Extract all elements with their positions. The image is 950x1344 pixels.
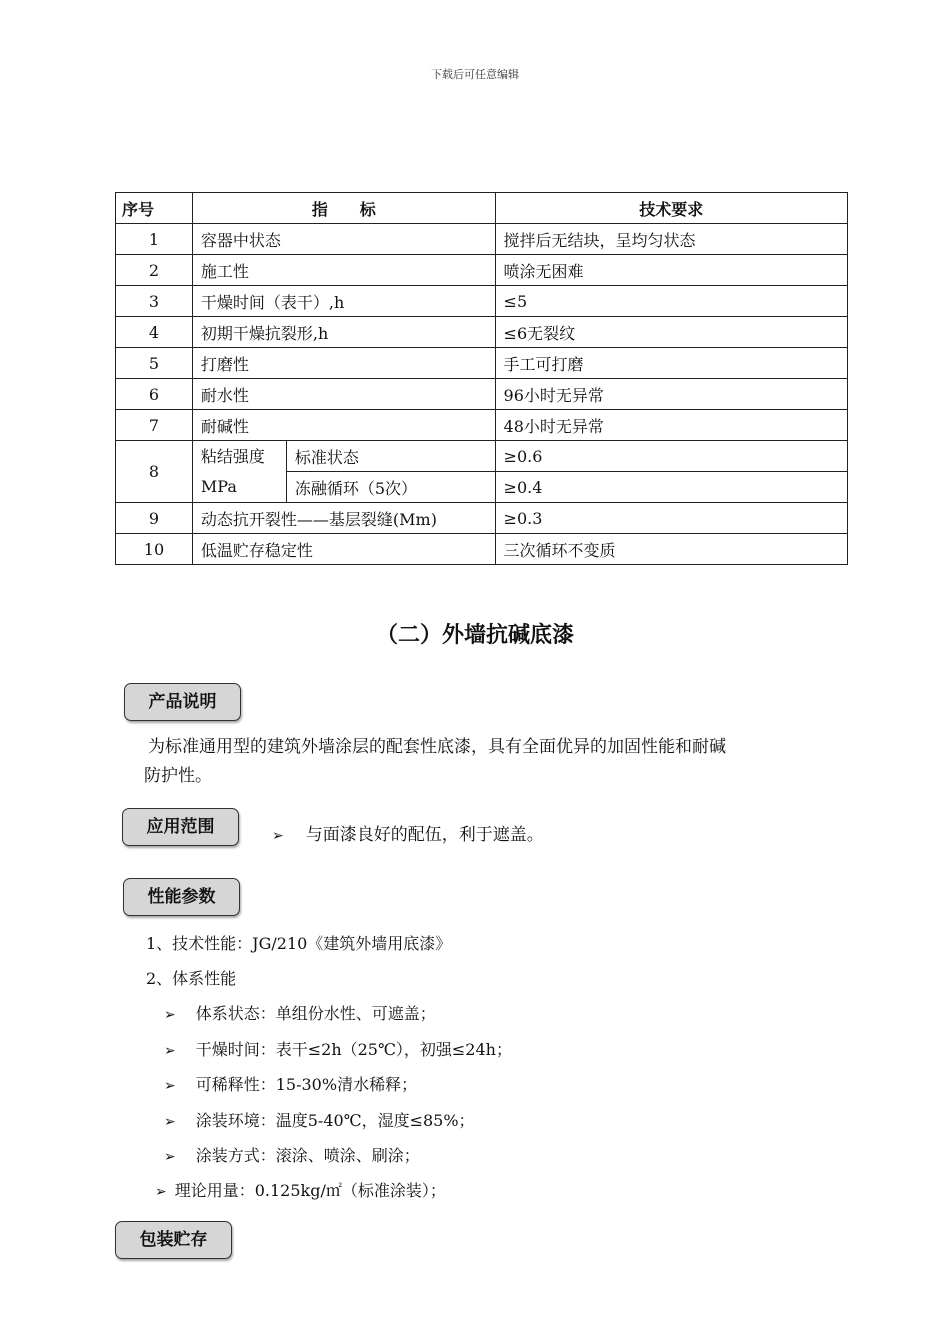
cell-req: ≥0.3 (495, 503, 847, 534)
cell-item-line2: MPa (200, 476, 237, 496)
table-row (116, 317, 848, 348)
cell-req: ≤5 (495, 286, 847, 317)
arrow-bullet-icon: ➢ (164, 1042, 176, 1059)
perf-line-2: 2、体系性能 (146, 969, 237, 988)
cell-no: 10 (116, 534, 193, 565)
cell-req: ≥0.4 (495, 472, 847, 503)
cell-item: 动态抗开裂性——基层裂缝(Mm) (192, 503, 495, 534)
table-row (116, 534, 848, 565)
tag-performance-params: 性能参数 (123, 878, 240, 916)
arrow-bullet-icon: ➢ (155, 1184, 167, 1200)
table-row (116, 379, 848, 410)
cell-item-line1: 粘结强度 (200, 446, 265, 466)
perf-bullet-item (164, 1143, 420, 1166)
cell-req: 搅拌后无结块，呈均匀状态 (495, 224, 847, 255)
cell-item: 耐碱性 (192, 410, 495, 441)
perf-bullet-item (164, 1037, 512, 1060)
table-row (116, 348, 848, 379)
perf-bullet-text: 涂装环境：温度5-40℃，湿度≤85%； (195, 1110, 475, 1130)
cell-no: 5 (116, 348, 193, 379)
arrow-bullet-icon: ➢ (164, 1078, 176, 1094)
spec-table (115, 192, 848, 565)
cell-req: 喷涂无困难 (495, 255, 847, 286)
cell-item: 干燥时间（表干）,h (192, 286, 495, 317)
arrow-bullet-icon: ➢ (272, 828, 284, 844)
arrow-bullet-icon: ➢ (164, 1113, 176, 1130)
product-desc-line1: 为标准通用型的建筑外墙涂层的配套性底漆，具有全面优异的加固性能和耐碱 (148, 737, 726, 757)
cell-item: 施工性 (192, 255, 495, 286)
cell-req: ≥0.6 (495, 441, 847, 472)
perf-last-bullet-text: 理论用量：0.125kg/㎡（标准涂装）； (174, 1181, 446, 1200)
table-row (116, 255, 848, 286)
perf-bullet-text: 可稀释性：15-30%清水稀释； (195, 1075, 418, 1094)
cell-item: 耐水性 (192, 379, 495, 410)
cell-item: 低温贮存稳定性 (192, 534, 495, 565)
cell-req: 48小时无异常 (495, 410, 847, 441)
cell-no: 7 (116, 410, 193, 441)
perf-bullet-item (164, 1001, 436, 1024)
cell-item: 初期干燥抗裂形,h (192, 317, 495, 348)
scope-item-text: 与面漆良好的配伍，利于遮盖。 (305, 825, 544, 845)
perf-bullet-text: 涂装方式：滚涂、喷涂、刷涂； (195, 1146, 420, 1165)
table-row (116, 224, 848, 255)
cell-no: 6 (116, 379, 193, 410)
table-row (116, 503, 848, 534)
perf-bullet-item (164, 1108, 475, 1131)
scope-item (272, 821, 544, 851)
arrow-bullet-icon: ➢ (164, 1007, 176, 1023)
tag-application-scope: 应用范围 (122, 808, 239, 846)
section-title: （二）外墙抗碱底漆 (375, 623, 574, 648)
perf-bullet-text: 体系状态：单组份水性、可遮盖； (195, 1004, 436, 1023)
perf-bullet-item (164, 1072, 417, 1095)
tag-packaging-storage: 包装贮存 (115, 1221, 232, 1259)
col-header-no: 序号 (116, 193, 193, 224)
cell-req: 三次循环不变质 (495, 534, 847, 565)
col-header-req: 技术要求 (495, 193, 847, 224)
col-header-item: 指 标 (192, 193, 495, 224)
cell-no: 8 (116, 441, 193, 503)
cell-no: 9 (116, 503, 193, 534)
cell-subitem: 标准状态 (286, 441, 495, 472)
cell-subitem: 冻融循环（5次） (286, 472, 495, 503)
product-desc (144, 733, 726, 791)
cell-req: ≤6无裂纹 (495, 317, 847, 348)
tag-product-description: 产品说明 (124, 683, 241, 721)
arrow-bullet-icon: ➢ (164, 1149, 176, 1165)
cell-no: 2 (116, 255, 193, 286)
cell-no: 3 (116, 286, 193, 317)
cell-no: 4 (116, 317, 193, 348)
perf-last-bullet (155, 1178, 446, 1201)
table-row (116, 441, 848, 472)
header-note: 下载后可任意编辑 (431, 68, 519, 81)
cell-no: 1 (116, 224, 193, 255)
table-row (116, 286, 848, 317)
product-desc-line2: 防护性。 (144, 766, 212, 786)
cell-req: 手工可打磨 (495, 348, 847, 379)
perf-bullet-text: 干燥时间：表干≤2h（25℃），初强≤24h； (195, 1039, 512, 1059)
cell-item: 容器中状态 (192, 224, 495, 255)
cell-req: 96小时无异常 (495, 379, 847, 410)
cell-item: 打磨性 (192, 348, 495, 379)
table-row (116, 410, 848, 441)
cell-item (192, 441, 286, 503)
perf-line-1: 1、技术性能：JG/210《建筑外墙用底漆》 (146, 934, 452, 953)
table-header-row (116, 193, 848, 224)
